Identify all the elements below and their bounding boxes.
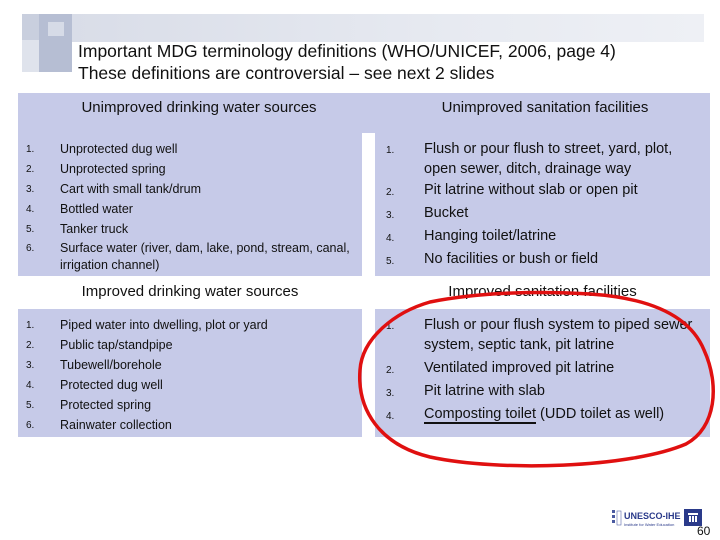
list-item-text: Composting toilet [424, 406, 537, 422]
list-number: 2. [26, 340, 35, 351]
list-item-text: Protected spring [60, 398, 152, 412]
list-item-text: Bottled water [60, 202, 133, 216]
list-item-suffix: (UDD toilet as well) [536, 406, 665, 422]
list-number: 1. [26, 320, 35, 331]
list-number: 3. [26, 184, 35, 195]
unesco-ihe-logo [612, 506, 706, 528]
list-number: 3. [386, 210, 395, 221]
list-number: 2. [26, 164, 35, 175]
logo-subtitle: Institute for Water Education [624, 522, 675, 527]
list-number: 1. [386, 321, 395, 332]
list-item-text: Piped water into dwelling, plot or yard [60, 318, 268, 332]
list-item-text: Tubewell/borehole [60, 358, 162, 372]
list-number: 4. [386, 411, 395, 422]
improved-sanitation-header: Improved sanitation facilities [375, 277, 710, 309]
list-item-text: Unprotected spring [60, 162, 166, 176]
list-number: 2. [386, 187, 395, 198]
list-number: 6. [26, 420, 35, 431]
list-item-text: Protected dug well [60, 378, 163, 392]
unimproved-sanitation-header: Unimproved sanitation facilities [380, 93, 710, 133]
list-item-text: Cart with small tank/drum [60, 182, 202, 196]
list-item-text: Hanging toilet/latrine [424, 228, 557, 244]
list-item-text: Bucket [424, 205, 469, 221]
list-item-text: No facilities or bush or field [424, 251, 599, 267]
list-number: 3. [386, 388, 395, 399]
list-item-text: Public tap/standpipe [60, 338, 173, 352]
list-number: 4. [26, 204, 35, 215]
list-item-text: Ventilated improved pit latrine [424, 360, 615, 376]
logo-text: UNESCO-IHE [624, 511, 681, 521]
list-item-text: Tanker truck [60, 222, 129, 236]
list-number: 1. [386, 145, 395, 156]
list-item-text: Flush or pour flush to street, yard, plot, open sewer, ditch, drainage way [424, 141, 673, 177]
list-number: 2. [386, 365, 395, 376]
list-item-text: Rainwater collection [60, 418, 172, 432]
list-item-text: Unprotected dug well [60, 142, 178, 156]
unimproved-water-header: Unimproved drinking water sources [18, 93, 380, 133]
list-number: 5. [386, 256, 395, 267]
slide-title-line-2: These definitions are controversial – see next 2 slides [78, 63, 495, 83]
highlight-ellipse [360, 293, 714, 466]
list-number: 1. [26, 144, 35, 155]
list-number: 4. [386, 233, 395, 244]
page-number: 60 [697, 524, 711, 538]
list-item-text: Flush or pour flush system to piped sewer system, septic tank, pit latrine [424, 317, 693, 353]
list-number: 6. [26, 243, 35, 254]
list-item-text: Surface water (river, dam, lake, pond, stream, canal, irrigation channel) [60, 241, 350, 272]
list-number: 3. [26, 360, 35, 371]
list-number: 5. [26, 224, 35, 235]
improved-water-header: Improved drinking water sources [18, 277, 362, 309]
list-number: 4. [26, 380, 35, 391]
list-item-text: Pit latrine with slab [424, 383, 545, 399]
list-number: 5. [26, 400, 35, 411]
list-item-text: Pit latrine without slab or open pit [424, 182, 638, 198]
slide-title-line-1: Important MDG terminology definitions (WHO/UNICEF, 2006, page 4) [78, 41, 616, 61]
